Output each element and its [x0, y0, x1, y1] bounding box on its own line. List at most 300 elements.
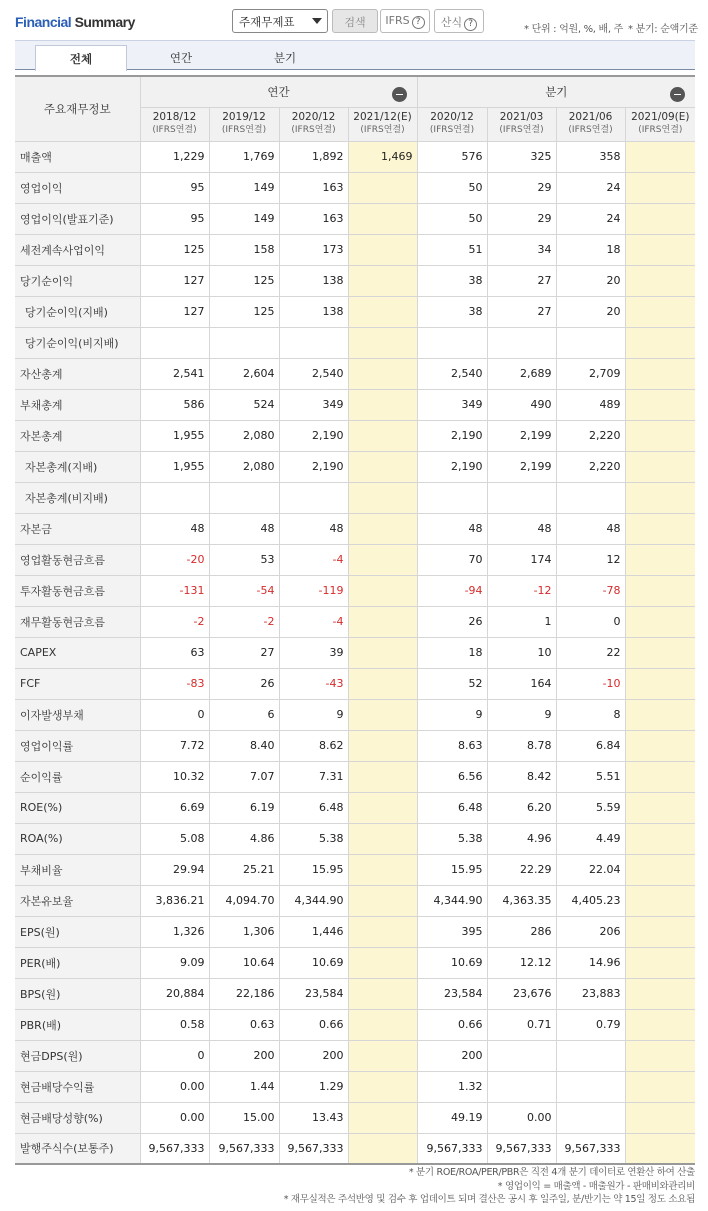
table-cell: [556, 1102, 625, 1133]
table-cell: [625, 1071, 695, 1102]
table-cell: [625, 1009, 695, 1040]
table-row: [15, 978, 695, 1009]
row-label: 자산총계: [15, 358, 140, 389]
table-cell: [348, 1102, 417, 1133]
table-cell: 10: [487, 637, 556, 668]
period-label: 2021/03: [499, 111, 544, 123]
table-cell: [279, 482, 348, 513]
formula-help-button[interactable]: [434, 9, 484, 33]
table-cell: 22.29: [487, 854, 556, 885]
table-row: [15, 420, 695, 451]
ifrs-button-label: IFRS: [385, 14, 410, 27]
row-label: 부채총계: [15, 389, 140, 420]
row-label: 영업이익: [15, 172, 140, 203]
table-row: [15, 513, 695, 544]
table-cell: [625, 606, 695, 637]
table-cell: 2,604: [209, 358, 279, 389]
table-cell: 10.32: [140, 761, 209, 792]
table-cell: 34: [487, 234, 556, 265]
table-cell: [279, 327, 348, 358]
footnote: * 영업이익 = 매출액 - 매출원가 - 판매비와관리비: [497, 1180, 695, 1192]
table-cell: 7.72: [140, 730, 209, 761]
period-header: [348, 107, 417, 141]
row-label: ROA(%): [15, 823, 140, 854]
period-label: 2018/12: [152, 111, 197, 123]
row-header-label: 주요재무정보: [15, 76, 140, 141]
table-cell: 12: [556, 544, 625, 575]
table-cell: 163: [279, 172, 348, 203]
row-label: 매출액: [15, 141, 140, 172]
period-basis: (IFRS연결): [429, 125, 475, 135]
period-label: 2020/12: [430, 111, 474, 123]
table-cell: [487, 1071, 556, 1102]
table-cell: [625, 761, 695, 792]
table-cell: 27: [487, 296, 556, 327]
table-cell: -4: [279, 544, 348, 575]
table-cell: 49.19: [417, 1102, 487, 1133]
table-cell: 20: [556, 296, 625, 327]
table-cell: 50: [417, 172, 487, 203]
row-label: CAPEX: [15, 637, 140, 668]
row-label: 당기순이익(비지배): [15, 327, 140, 358]
period-tabs: [15, 40, 695, 70]
table-cell: 490: [487, 389, 556, 420]
table-cell: 173: [279, 234, 348, 265]
table-cell: 0.58: [140, 1009, 209, 1040]
table-cell: [625, 420, 695, 451]
table-row: [15, 854, 695, 885]
table-cell: 10.69: [417, 947, 487, 978]
table-cell: 325: [487, 141, 556, 172]
table-cell: 164: [487, 668, 556, 699]
table-cell: 489: [556, 389, 625, 420]
table-row: [15, 358, 695, 389]
table-cell: 200: [209, 1040, 279, 1071]
table-cell: [348, 885, 417, 916]
period-header: [279, 107, 348, 141]
table-cell: 23,676: [487, 978, 556, 1009]
table-cell: 51: [417, 234, 487, 265]
table-row: [15, 389, 695, 420]
table-cell: [348, 1009, 417, 1040]
unit-note: * 단위 : 억원, %, 배, 주: [524, 24, 624, 35]
table-cell: [556, 1040, 625, 1071]
table-row: [15, 1040, 695, 1071]
row-label: 자본금: [15, 513, 140, 544]
table-row: [15, 1071, 695, 1102]
table-cell: [625, 637, 695, 668]
table-cell: 8: [556, 699, 625, 730]
table-cell: [348, 854, 417, 885]
row-label: 자본총계(비지배): [15, 482, 140, 513]
collapse-icon[interactable]: [670, 87, 685, 102]
table-cell: 0: [140, 1040, 209, 1071]
table-cell: [625, 885, 695, 916]
table-cell: 6.69: [140, 792, 209, 823]
table-cell: 1.29: [279, 1071, 348, 1102]
table-cell: 4.49: [556, 823, 625, 854]
table-cell: [140, 482, 209, 513]
table-cell: 2,220: [556, 420, 625, 451]
table-cell: 206: [556, 916, 625, 947]
table-cell: [625, 823, 695, 854]
table-row: [15, 761, 695, 792]
table-cell: 26: [209, 668, 279, 699]
table-row: [15, 544, 695, 575]
table-cell: 23,883: [556, 978, 625, 1009]
table-cell: 1,769: [209, 141, 279, 172]
table-cell: [348, 544, 417, 575]
table-cell: 6.19: [209, 792, 279, 823]
table-cell: 6.48: [417, 792, 487, 823]
table-cell: -43: [279, 668, 348, 699]
table-cell: 149: [209, 172, 279, 203]
table-row: [15, 947, 695, 978]
table-cell: [556, 1071, 625, 1102]
row-label: 순이익률: [15, 761, 140, 792]
table-row: [15, 1009, 695, 1040]
quarter-basis-note: * 분기: 순액기준: [628, 24, 698, 35]
search-button-label: 검색: [344, 16, 366, 29]
table-cell: 15.00: [209, 1102, 279, 1133]
table-cell: 200: [417, 1040, 487, 1071]
table-cell: 27: [487, 265, 556, 296]
table-cell: 2,080: [209, 420, 279, 451]
table-cell: 22: [556, 637, 625, 668]
table-cell: 10.69: [279, 947, 348, 978]
table-cell: [348, 172, 417, 203]
table-cell: 6.20: [487, 792, 556, 823]
table-row: [15, 575, 695, 606]
footnotes: [284, 1166, 695, 1207]
table-cell: [348, 420, 417, 451]
table-cell: 4,344.90: [417, 885, 487, 916]
table-row: [15, 141, 695, 172]
table-cell: 2,190: [279, 420, 348, 451]
quarter-group-label: 분기: [545, 84, 568, 99]
table-cell: [348, 265, 417, 296]
table-cell: -12: [487, 575, 556, 606]
table-row: [15, 885, 695, 916]
table-cell: 9: [487, 699, 556, 730]
table-cell: [625, 141, 695, 172]
table-cell: [209, 327, 279, 358]
table-cell: 22.04: [556, 854, 625, 885]
table-cell: [348, 203, 417, 234]
table-cell: [625, 358, 695, 389]
table-cell: [417, 482, 487, 513]
row-label: 발행주식수(보통주): [15, 1133, 140, 1164]
period-header: [556, 107, 625, 141]
row-label: 자본유보율: [15, 885, 140, 916]
collapse-icon[interactable]: [392, 87, 407, 102]
table-cell: 1,955: [140, 420, 209, 451]
table-cell: 349: [417, 389, 487, 420]
table-cell: [625, 947, 695, 978]
table-cell: 125: [140, 234, 209, 265]
period-header: [625, 107, 695, 141]
table-row: [15, 203, 695, 234]
row-label: 현금배당성향(%): [15, 1102, 140, 1133]
table-cell: 38: [417, 296, 487, 327]
table-cell: 5.08: [140, 823, 209, 854]
table-cell: [348, 1040, 417, 1071]
table-cell: [348, 730, 417, 761]
row-label: ROE(%): [15, 792, 140, 823]
table-cell: 4,094.70: [209, 885, 279, 916]
annual-group-label: 연간: [267, 84, 290, 99]
table-cell: 0.66: [279, 1009, 348, 1040]
page-title: [15, 14, 135, 30]
table-cell: 149: [209, 203, 279, 234]
table-cell: 158: [209, 234, 279, 265]
table-cell: 7.07: [209, 761, 279, 792]
period-label: 2020/12: [291, 111, 336, 123]
table-cell: [348, 327, 417, 358]
table-cell: 6.84: [556, 730, 625, 761]
table-cell: 6.56: [417, 761, 487, 792]
table-cell: 48: [209, 513, 279, 544]
period-basis: (IFRS연결): [291, 125, 336, 135]
table-cell: [348, 668, 417, 699]
search-button[interactable]: [332, 9, 378, 33]
table-cell: [625, 389, 695, 420]
table-cell: 4.86: [209, 823, 279, 854]
title-summary: Summary: [74, 14, 135, 30]
table-cell: [625, 234, 695, 265]
table-cell: [625, 513, 695, 544]
table-cell: 10.64: [209, 947, 279, 978]
table-cell: -94: [417, 575, 487, 606]
table-cell: [348, 606, 417, 637]
table-row: [15, 792, 695, 823]
row-label: 당기순이익(지배): [15, 296, 140, 327]
table-cell: [625, 1133, 695, 1164]
table-cell: 48: [417, 513, 487, 544]
table-cell: 23,584: [417, 978, 487, 1009]
table-cell: 5.59: [556, 792, 625, 823]
table-cell: 25.21: [209, 854, 279, 885]
table-cell: 349: [279, 389, 348, 420]
table-row: [15, 451, 695, 482]
tab-annual[interactable]: 연간: [169, 51, 193, 65]
table-cell: [625, 203, 695, 234]
statement-type-value: 주재무제표: [239, 15, 295, 29]
table-cell: 6.48: [279, 792, 348, 823]
table-cell: 1,446: [279, 916, 348, 947]
formula-button-label: 산식: [440, 16, 463, 29]
table-cell: 2,190: [417, 451, 487, 482]
ifrs-help-button[interactable]: [380, 9, 430, 33]
table-cell: -54: [209, 575, 279, 606]
table-cell: 5.38: [417, 823, 487, 854]
table-cell: 15.95: [417, 854, 487, 885]
tab-quarter[interactable]: 분기: [273, 51, 297, 65]
table-cell: 7.31: [279, 761, 348, 792]
chevron-down-icon: [312, 18, 322, 24]
table-cell: 174: [487, 544, 556, 575]
table-cell: 26: [417, 606, 487, 637]
table-cell: [625, 854, 695, 885]
table-cell: 48: [279, 513, 348, 544]
table-cell: 138: [279, 265, 348, 296]
table-cell: 48: [487, 513, 556, 544]
table-cell: 286: [487, 916, 556, 947]
row-label: BPS(원): [15, 978, 140, 1009]
row-label: 재무활동현금흐름: [15, 606, 140, 637]
table-cell: 38: [417, 265, 487, 296]
table-cell: [625, 792, 695, 823]
table-row: [15, 327, 695, 358]
table-row: [15, 482, 695, 513]
question-icon: ?: [412, 16, 425, 29]
row-label: 자본총계(지배): [15, 451, 140, 482]
row-label: 현금배당수익률: [15, 1071, 140, 1102]
table-cell: 358: [556, 141, 625, 172]
table-cell: 9,567,333: [140, 1133, 209, 1164]
table-cell: [625, 978, 695, 1009]
table-cell: 2,709: [556, 358, 625, 389]
table-cell: 9,567,333: [487, 1133, 556, 1164]
quarter-group-header: [417, 76, 695, 107]
table-cell: [348, 916, 417, 947]
table-cell: 0: [556, 606, 625, 637]
table-cell: -2: [209, 606, 279, 637]
table-row: [15, 637, 695, 668]
table-cell: 2,199: [487, 420, 556, 451]
table-cell: 127: [140, 265, 209, 296]
table-cell: 1,326: [140, 916, 209, 947]
table-cell: 0: [140, 699, 209, 730]
title-financial: Financial: [15, 14, 72, 30]
table-cell: 138: [279, 296, 348, 327]
table-cell: [417, 327, 487, 358]
table-cell: 8.62: [279, 730, 348, 761]
table-cell: [209, 482, 279, 513]
table-cell: 1,229: [140, 141, 209, 172]
row-label: 세전계속사업이익: [15, 234, 140, 265]
table-row: [15, 730, 695, 761]
table-cell: [348, 1071, 417, 1102]
table-cell: 14.96: [556, 947, 625, 978]
table-cell: [625, 482, 695, 513]
table-cell: 52: [417, 668, 487, 699]
table-cell: 1,306: [209, 916, 279, 947]
table-row: [15, 265, 695, 296]
table-cell: [625, 730, 695, 761]
top-bar: [0, 0, 708, 40]
table-cell: 20: [556, 265, 625, 296]
table-cell: [348, 482, 417, 513]
table-cell: 48: [140, 513, 209, 544]
question-icon: ?: [464, 18, 477, 31]
table-cell: 12.12: [487, 947, 556, 978]
tab-all[interactable]: 전체: [35, 45, 127, 71]
table-cell: 125: [209, 265, 279, 296]
table-cell: 2,541: [140, 358, 209, 389]
statement-type-select[interactable]: [232, 9, 328, 33]
table-row: [15, 668, 695, 699]
table-cell: 524: [209, 389, 279, 420]
table-cell: 2,080: [209, 451, 279, 482]
table-cell: [625, 451, 695, 482]
table-cell: -4: [279, 606, 348, 637]
table-cell: 13.43: [279, 1102, 348, 1133]
table-cell: 23,584: [279, 978, 348, 1009]
table-cell: 9: [279, 699, 348, 730]
period-label: 2021/09(E): [631, 111, 690, 123]
table-cell: 29: [487, 172, 556, 203]
table-cell: 1: [487, 606, 556, 637]
table-row: [15, 172, 695, 203]
table-cell: [348, 451, 417, 482]
table-row: [15, 606, 695, 637]
row-label: 자본총계: [15, 420, 140, 451]
row-label: 영업이익(발표기준): [15, 203, 140, 234]
table-cell: [625, 1102, 695, 1133]
table-cell: [487, 327, 556, 358]
table-cell: 5.51: [556, 761, 625, 792]
table-cell: [625, 327, 695, 358]
table-cell: 8.78: [487, 730, 556, 761]
row-label: 투자활동현금흐름: [15, 575, 140, 606]
period-header: [487, 107, 556, 141]
table-cell: 18: [417, 637, 487, 668]
table-cell: [348, 575, 417, 606]
annual-group-header: [140, 76, 417, 107]
table-cell: 3,836.21: [140, 885, 209, 916]
table-cell: 0.66: [417, 1009, 487, 1040]
table-cell: 395: [417, 916, 487, 947]
table-cell: 15.95: [279, 854, 348, 885]
table-cell: [625, 916, 695, 947]
table-cell: 0.00: [487, 1102, 556, 1133]
table-cell: 29.94: [140, 854, 209, 885]
table-cell: 39: [279, 637, 348, 668]
row-label: 당기순이익: [15, 265, 140, 296]
table-cell: 2,540: [279, 358, 348, 389]
table-cell: 95: [140, 172, 209, 203]
table-cell: 2,190: [417, 420, 487, 451]
table-row: [15, 699, 695, 730]
row-label: 부채비율: [15, 854, 140, 885]
period-basis: (IFRS연결): [360, 125, 405, 135]
period-basis: (IFRS연결): [568, 125, 613, 135]
period-basis: (IFRS연결): [638, 125, 683, 135]
table-cell: 0.63: [209, 1009, 279, 1040]
table-cell: 29: [487, 203, 556, 234]
table-cell: 2,190: [279, 451, 348, 482]
table-cell: [625, 172, 695, 203]
table-cell: [625, 668, 695, 699]
table-cell: 1.32: [417, 1071, 487, 1102]
table-cell: [348, 699, 417, 730]
table-cell: 9: [417, 699, 487, 730]
table-cell: 8.40: [209, 730, 279, 761]
table-cell: -83: [140, 668, 209, 699]
table-cell: 95: [140, 203, 209, 234]
table-cell: [625, 296, 695, 327]
period-basis: (IFRS연결): [221, 125, 267, 135]
table-row: [15, 823, 695, 854]
table-cell: 2,220: [556, 451, 625, 482]
table-cell: [625, 699, 695, 730]
table-cell: 163: [279, 203, 348, 234]
period-label: 2021/06: [568, 111, 613, 123]
row-label: PER(배): [15, 947, 140, 978]
table-cell: 8.63: [417, 730, 487, 761]
table-row: [15, 1133, 695, 1164]
